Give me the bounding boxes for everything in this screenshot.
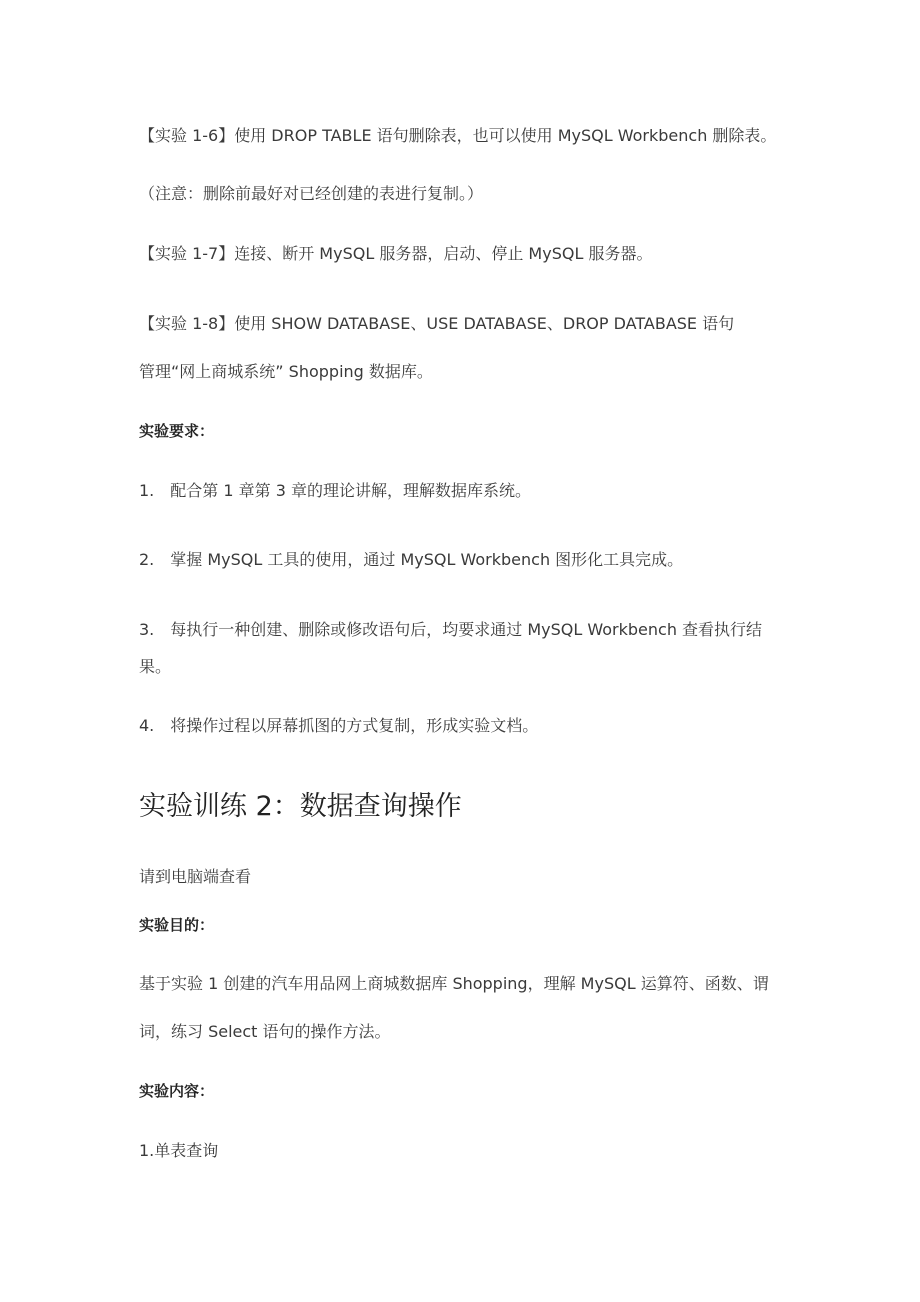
experiment-1-6-paragraph: 【实验 1-6】使用 DROP TABLE 语句删除表，也可以使用 MySQL Workbench 删除表。: [139, 126, 777, 145]
purpose-title: 实验目的：: [139, 916, 215, 934]
requirement-item-3-continued: 果。: [139, 657, 172, 676]
requirements-title: 实验要求：: [139, 422, 215, 440]
view-note: 请到电脑端查看: [139, 867, 252, 886]
experiment-1-8-paragraph-line2: 管理“网上商城系统” Shopping 数据库。: [139, 362, 433, 381]
section-heading: 实验训练 2：数据查询操作: [139, 791, 462, 822]
content-title: 实验内容：: [139, 1082, 215, 1100]
requirement-item-3: 3. 每执行一种创建、删除或修改语句后，均要求通过 MySQL Workbench 查看执行结: [139, 620, 763, 639]
content-item-1: 1.单表查询: [139, 1141, 219, 1160]
experiment-1-8-paragraph-line1: 【实验 1-8】使用 SHOW DATABASE、USE DATABASE、DROP DATABASE 语句: [139, 314, 735, 333]
purpose-paragraph-line1: 基于实验 1 创建的汽车用品网上商城数据库 Shopping，理解 MySQL 运算符、函数、谓: [139, 974, 769, 993]
purpose-paragraph-line2: 词，练习 Select 语句的操作方法。: [139, 1022, 391, 1041]
requirement-item-2: 2. 掌握 MySQL 工具的使用，通过 MySQL Workbench 图形化工具完成。: [139, 550, 684, 569]
requirement-item-4: 4. 将操作过程以屏幕抓图的方式复制，形成实验文档。: [139, 716, 539, 735]
note-paragraph: （注意：删除前最好对已经创建的表进行复制。）: [139, 184, 484, 203]
experiment-1-7-paragraph: 【实验 1-7】连接、断开 MySQL 服务器，启动、停止 MySQL 服务器。: [139, 244, 653, 263]
requirement-item-1: 1. 配合第 1 章第 3 章的理论讲解，理解数据库系统。: [139, 481, 531, 500]
